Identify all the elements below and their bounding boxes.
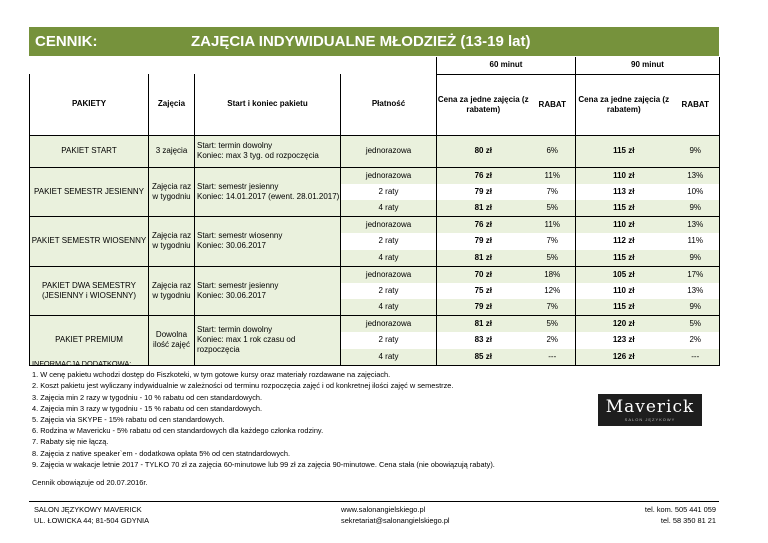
discount-60: 5% — [530, 200, 576, 217]
price-60: 81 zł — [437, 200, 530, 217]
info-item: 5. Zajęcia via SKYPE - 15% rabatu od cen standardowych. — [32, 415, 225, 425]
discount-60: 6% — [530, 135, 576, 167]
price-90: 115 zł — [576, 299, 672, 316]
price-60: 79 zł — [437, 233, 530, 250]
payment-type: jednorazowa — [341, 135, 437, 167]
table-row — [30, 217, 720, 234]
footer-contact-block — [341, 504, 450, 526]
logo-name: Maverick — [605, 397, 695, 417]
discount-90: --- — [672, 349, 720, 366]
discount-90: 10% — [672, 184, 720, 201]
discount-90: 9% — [672, 299, 720, 316]
cennik-label: CENNIK: — [35, 33, 98, 50]
payment-type: jednorazowa — [341, 217, 437, 234]
discount-60: 7% — [546, 236, 559, 246]
price-90: 110 zł — [576, 217, 672, 234]
price-90: 105 zł — [576, 266, 672, 283]
footer-phone: tel. 58 350 81 21 — [660, 516, 716, 525]
discount-90: 2% — [672, 332, 720, 349]
footer-divider — [29, 501, 719, 502]
header-rabat-60: RABAT — [530, 74, 576, 135]
package-dates: Start: semestr jesienny Koniec: 30.06.2017 — [195, 266, 341, 316]
price-60: 79 zł — [437, 184, 530, 201]
discount-60: 11% — [530, 167, 576, 184]
price-table — [29, 57, 720, 366]
price-90: 126 zł — [576, 349, 672, 366]
discount-90: 17% — [672, 266, 720, 283]
price-60: 80 zł — [437, 135, 530, 167]
package-dates: Start: semestr wiosenny Koniec: 30.06.2017 — [195, 217, 341, 267]
additional-info — [32, 358, 495, 470]
payment-type: 2 raty — [341, 184, 437, 201]
price-60: 79 zł — [437, 299, 530, 316]
info-item: 2. Koszt pakietu jest wyliczany indywidualnie w zależności od terminu rozpoczęcia zajęć i od konkretnej ilości zajęć w semestrze. — [32, 381, 454, 391]
header-cena-90: Cena za jedne zajęcia (z rabatem) — [576, 74, 672, 135]
maverick-logo — [598, 394, 702, 426]
package-sessions: Zajęcia raz w tygodniu — [149, 266, 195, 316]
page-title: ZAJĘCIA INDYWIDUALNE MŁODZIEŻ (13-19 lat) — [191, 33, 531, 50]
price-60: 85 zł — [437, 349, 530, 366]
info-item: 3. Zajęcia min 2 razy w tygodniu - 10 % rabatu od cen standardowych. — [32, 392, 263, 402]
price-90: 115 zł — [576, 135, 672, 167]
info-item: 7. Rabaty się nie łączą. — [32, 437, 109, 447]
table-row — [30, 316, 720, 333]
package-name: PAKIET PREMIUM — [30, 316, 149, 366]
discount-90: 13% — [672, 217, 720, 234]
price-90: 112 zł — [576, 233, 672, 250]
header-cena-60: Cena za jedne zajęcia (z rabatem) — [437, 74, 530, 135]
header-platnosc: Płatność — [341, 74, 437, 135]
price-60: 81 zł — [437, 250, 530, 267]
discount-60: 7% — [546, 186, 559, 196]
discount-90: 9% — [672, 200, 720, 217]
package-dates: Start: semestr jesienny Koniec: 14.01.2017 (ewent. 28.01.2017) — [195, 167, 341, 217]
payment-type: 2 raty — [341, 283, 437, 300]
discount-60: --- — [530, 349, 576, 366]
info-item: 9. Zajęcia w wakacje letnie 2017 - TYLKO 70 zł za zajęcia 60-minutowe lub 99 zł za zajęcia 90-minutowe. Cena stała (nie obowiązują rabaty). — [32, 459, 495, 469]
discount-90: 13% — [672, 283, 720, 300]
discount-60: 5% — [530, 316, 576, 333]
header-start: Start i koniec pakietu — [195, 74, 341, 135]
package-sessions: Zajęcia raz w tygodniu — [149, 217, 195, 267]
table-row — [30, 167, 720, 184]
title-bar — [29, 27, 719, 56]
col-90-header: 90 minut — [576, 57, 720, 74]
package-sessions: Dowolna ilość zajęć — [149, 316, 195, 366]
package-dates: Start: termin dowolny Koniec: max 1 rok czasu od rozpoczęcia — [195, 316, 341, 366]
discount-90: 9% — [672, 135, 720, 167]
package-dates: Start: termin dowolny Koniec: max 3 tyg. od rozpoczęcia — [195, 135, 341, 167]
payment-type: 2 raty — [341, 332, 437, 349]
discount-90: 5% — [672, 316, 720, 333]
price-90: 115 zł — [576, 200, 672, 217]
footer-phone-mobile: tel. kom. 505 441 059 — [644, 505, 716, 514]
package-name: PAKIET SEMESTR JESIENNY — [30, 167, 149, 217]
discount-60: 2% — [546, 335, 559, 345]
price-60: 75 zł — [437, 283, 530, 300]
payment-type: 4 raty — [341, 250, 437, 267]
header-rabat-90: RABAT — [672, 74, 720, 135]
payment-type: 4 raty — [341, 349, 437, 366]
price-90: 113 zł — [576, 184, 672, 201]
header-zajecia: Zajęcia — [149, 74, 195, 135]
price-60: 83 zł — [437, 332, 530, 349]
price-90: 110 zł — [576, 167, 672, 184]
discount-90: 11% — [672, 233, 720, 250]
package-name: PAKIET START — [30, 135, 149, 167]
package-name: PAKIET DWA SEMESTRY (JESIENNY i WIOSENNY) — [30, 266, 149, 316]
header-pakiety: PAKIETY — [30, 74, 149, 135]
discount-90: 13% — [672, 167, 720, 184]
footer-website[interactable]: www.salonangielskiego.pl — [341, 505, 426, 514]
payment-type: 4 raty — [341, 200, 437, 217]
price-60: 76 zł — [437, 217, 530, 234]
footer-company: SALON JĘZYKOWY MAVERICK — [34, 505, 142, 514]
payment-type: jednorazowa — [341, 316, 437, 333]
payment-type: 2 raty — [341, 233, 437, 250]
price-60: 81 zł — [437, 316, 530, 333]
footer-phone-block — [645, 504, 716, 526]
price-90: 123 zł — [576, 332, 672, 349]
discount-60: 11% — [530, 217, 576, 234]
table-row — [30, 266, 720, 283]
info-title: INFORMACJA DODATKOWA: — [32, 359, 132, 368]
package-name: PAKIET SEMESTR WIOSENNY — [30, 217, 149, 267]
discount-60: 7% — [530, 299, 576, 316]
price-90: 115 zł — [576, 250, 672, 267]
logo-tagline: SALON JĘZYKOWY — [624, 417, 676, 422]
info-item: 4. Zajęcia min 3 razy w tygodniu - 15 % rabatu od cen standardowych. — [32, 403, 263, 413]
col-60-header: 60 minut — [437, 57, 576, 74]
info-item: 1. W cenę pakietu wchodzi dostęp do Fiszkoteki, w tym gotowe kursy oraz materiały rozdawane na zajęciach. — [32, 370, 391, 380]
discount-60: 5% — [530, 250, 576, 267]
price-60: 70 zł — [437, 266, 530, 283]
discount-60: 18% — [530, 266, 576, 283]
payment-type: 4 raty — [341, 299, 437, 316]
info-item: 6. Rodzina w Mavericku - 5% rabatu od cen standardowych dla każdego członka rodziny. — [32, 426, 324, 436]
discount-90: 9% — [672, 250, 720, 267]
discount-60: 12% — [544, 285, 561, 295]
package-sessions: Zajęcia raz w tygodniu — [149, 167, 195, 217]
footer-email[interactable]: sekretariat@salonangielskiego.pl — [341, 516, 450, 525]
payment-type: jednorazowa — [341, 167, 437, 184]
table-row — [30, 135, 720, 167]
package-sessions: 3 zajęcia — [149, 135, 195, 167]
payment-type: jednorazowa — [341, 266, 437, 283]
valid-since: Cennik obowiązuje od 20.07.2016r. — [32, 478, 148, 487]
info-item: 8. Zajęcia z native speaker`em - dodatkowa opłata 5% od cen statndardowych. — [32, 448, 290, 458]
price-90: 120 zł — [576, 316, 672, 333]
footer-address-block — [34, 504, 149, 526]
price-60: 76 zł — [437, 167, 530, 184]
footer-address: UL. ŁOWICKA 44; 81-504 GDYNIA — [34, 516, 150, 525]
price-90: 110 zł — [576, 283, 672, 300]
header-spacer — [30, 57, 437, 74]
